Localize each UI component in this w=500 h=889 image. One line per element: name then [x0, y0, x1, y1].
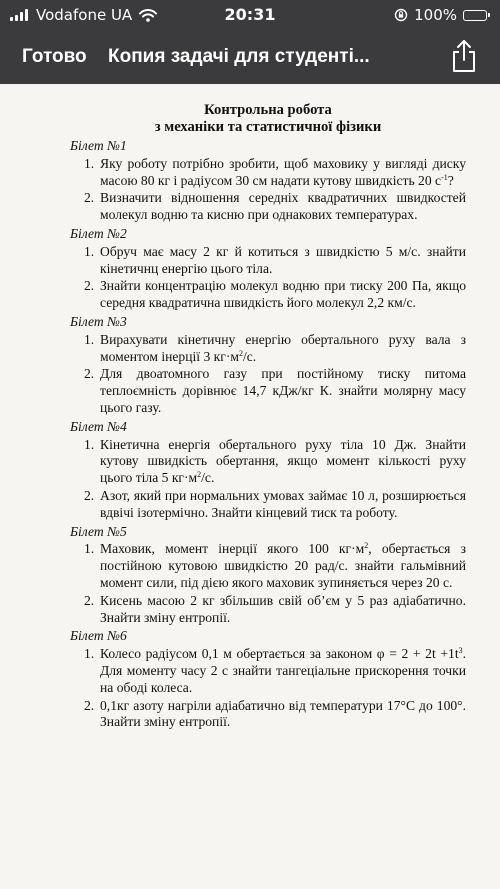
task-superscript: 2	[238, 348, 243, 358]
task-number: 2.	[84, 592, 95, 608]
task-number: 1.	[84, 155, 95, 171]
task-text: , обертається з постійною кутовою швидкістю 20 рад/с. знайти гальмівний момент сили, під дією якого маховик зупиняється через 20 с.	[100, 541, 466, 590]
task-item	[70, 488, 466, 522]
task-superscript: -1	[441, 172, 448, 182]
ticket-label: Білет №2	[70, 225, 127, 241]
task-text: 0,1кг азоту нагріли адіабатично від температури 17°С до 100°. Знайти зміну ентропії.	[100, 697, 466, 730]
task-text: /с.	[201, 470, 215, 486]
task-number: 1.	[84, 243, 95, 259]
task-number: 2.	[84, 366, 95, 382]
task-item	[70, 278, 466, 312]
share-icon[interactable]	[451, 38, 477, 74]
task-text: Колесо радіусом 0,1 м обертається за законом φ = 2 + 2t +1t	[100, 646, 459, 662]
task-text: Кисень масою 2 кг збільшив свій об’єм у 5 раз адіабатично. Знайти зміну ентропії.	[100, 592, 466, 625]
task-text: /с.	[242, 348, 257, 364]
task-item	[70, 332, 466, 366]
task-text: Маховик, момент інерції якого 100 кг·м	[100, 541, 365, 557]
task-text: Визначити відношення середніх квадратичних швидкостей молекул водню та кисню при однакових температурах.	[100, 190, 466, 223]
task-text: Для двоатомного газу при постійному тиску питома теплоємність дорівнює 14,7 кДж/кг К. знайти молярну масу цього газу.	[100, 366, 466, 415]
document-title: Копия задачі для студенті...	[108, 46, 370, 67]
battery-icon	[463, 10, 490, 21]
task-text: . Для моменту часу 2 с знайти тангеціальне прискорення точки на ободі колеса.	[100, 646, 466, 695]
task-text: Вирахувати кінетичну енергію обертального руху вала з моментом інерції 3 кг·м	[100, 331, 466, 364]
task-item	[70, 437, 466, 487]
task-item	[70, 698, 466, 732]
doc-title-line-2: з механіки та статистичної фізики	[154, 119, 382, 135]
battery-percent: 100%	[414, 6, 457, 24]
doc-title-line-1: Контрольна робота	[204, 102, 332, 118]
task-text: Азот, який при нормальних умовах займає 10 л, розширюється вдвічі ізотермічно. Знайти кінцевий тиск та роботу.	[100, 487, 466, 520]
task-superscript: 2	[197, 470, 202, 480]
done-button[interactable]: Готово	[22, 46, 87, 67]
task-item	[70, 244, 466, 278]
task-text: Знайти концентрацію молекул водню при тиску 200 Па, якщо середня квадратична швидкість його молекул 2,2 км/с.	[100, 278, 466, 311]
task-number: 1.	[84, 646, 95, 662]
task-item	[70, 541, 466, 591]
task-number: 1.	[84, 436, 95, 452]
task-item	[70, 646, 466, 696]
task-item	[70, 593, 466, 627]
ticket-label: Білет №5	[70, 523, 127, 539]
task-text: ?	[447, 172, 454, 188]
document-page	[70, 102, 466, 731]
carrier-name: Vodafone UA	[36, 6, 133, 24]
task-item	[70, 190, 466, 224]
task-text: Кінетична енергія обертального руху тіла 10 Дж. Знайти кутову швидкість обертання, якщо момент кількості руху цього тіла 5 кг·м	[100, 436, 466, 486]
task-number: 2.	[84, 190, 95, 206]
task-number: 2.	[84, 278, 95, 294]
task-number: 1.	[84, 541, 95, 557]
ticket-label: Білет №4	[70, 418, 127, 434]
task-item	[70, 366, 466, 416]
navigation-bar	[0, 30, 500, 84]
task-item	[70, 156, 466, 190]
status-right	[394, 6, 490, 24]
ticket-label: Білет №6	[70, 628, 127, 644]
task-superscript: 3	[458, 646, 463, 656]
status-bar	[0, 0, 500, 30]
task-text: Яку роботу потрібно зробити, щоб маховику у вигляді диску масою 80 кг і радіусом 30 см надати кутову швидкість 20 с	[100, 155, 466, 188]
status-time: 20:31	[224, 5, 276, 24]
task-number: 2.	[84, 487, 95, 503]
ticket-label: Білет №1	[70, 138, 127, 153]
ticket-label: Білет №3	[70, 313, 127, 329]
task-number: 2.	[84, 697, 95, 713]
orientation-lock-icon	[394, 8, 408, 22]
task-text: Обруч має масу 2 кг й котиться з швидкістю 5 м/с. знайти кінетичнц енергію цього тіла.	[100, 243, 466, 276]
ticket-list	[70, 138, 466, 731]
task-number: 1.	[84, 331, 95, 347]
document-viewer[interactable]	[0, 84, 500, 889]
task-superscript: 2	[364, 541, 369, 551]
